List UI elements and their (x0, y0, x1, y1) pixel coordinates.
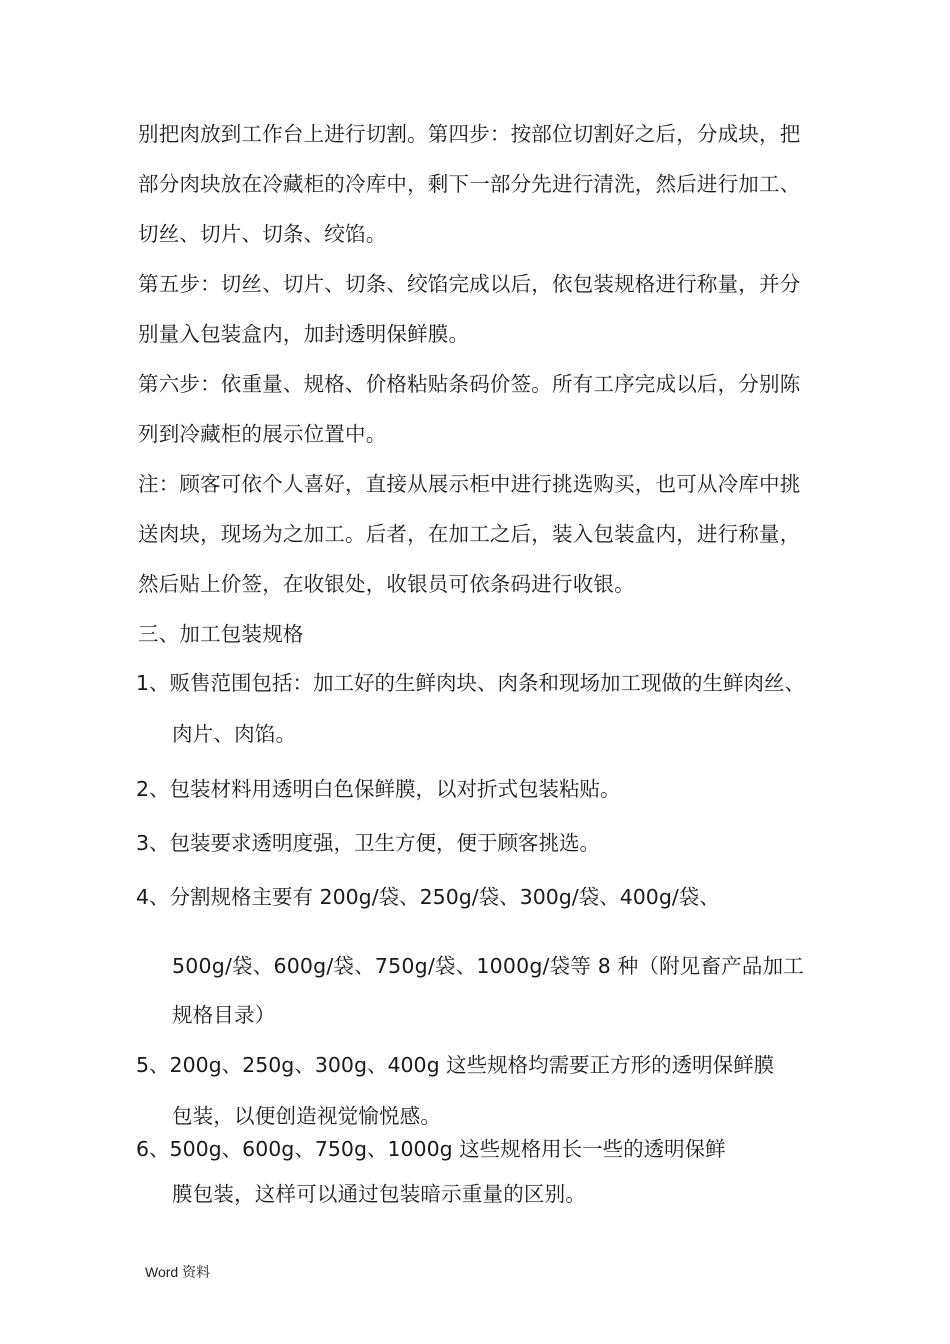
note-line: 然后贴上价签，在收银处，收银员可依条码进行收银。 (138, 572, 635, 596)
list-item-line: 500g/袋、600g/袋、750g/袋、1000g/袋等 8 种（附见畜产品加工 (172, 954, 805, 978)
page-footer: Word 资料 (145, 1264, 211, 1280)
list-item-line: 膜包装，这样可以通过包装暗示重量的区别。 (172, 1182, 586, 1206)
list-item-line: 3、包装要求透明度强，卫生方便，便于顾客挑选。 (136, 831, 601, 855)
list-item-line: 4、分割规格主要有 200g/袋、250g/袋、300g/袋、400g/袋、 (136, 885, 720, 909)
list-item-line: 6、500g、600g、750g、1000g 这些规格用长一些的透明保鲜 (136, 1137, 726, 1161)
paragraph-line: 别把肉放到工作台上进行切割。第四步：按部位切割好之后，分成块，把 (138, 122, 801, 146)
list-item-line: 5、200g、250g、300g、400g 这些规格均需要正方形的透明保鲜膜 (136, 1053, 775, 1077)
list-item-line: 肉片、肉馅。 (172, 722, 297, 746)
paragraph-line: 第五步：切丝、切片、切条、绞馅完成以后，依包装规格进行称量，并分 (138, 272, 801, 296)
list-item-line: 包装，以便创造视觉愉悦感。 (172, 1104, 442, 1128)
note-line: 送肉块，现场为之加工。后者，在加工之后，装入包装盒内，进行称量， (138, 522, 801, 546)
paragraph-line: 列到冷藏柜的展示位置中。 (138, 422, 387, 446)
paragraph-line: 部分肉块放在冷藏柜的冷库中，剩下一部分先进行清洗，然后进行加工、 (138, 172, 801, 196)
section-heading: 三、加工包装规格 (138, 622, 304, 646)
list-item-line: 2、包装材料用透明白色保鲜膜，以对折式包装粘贴。 (136, 777, 621, 801)
paragraph-line: 第六步：依重量、规格、价格粘贴条码价签。所有工序完成以后，分别陈 (138, 372, 801, 396)
list-item-line: 规格目录） (172, 1003, 276, 1027)
note-line: 注：顾客可依个人喜好，直接从展示柜中进行挑选购买，也可从冷库中挑 (138, 472, 801, 496)
list-item-line: 1、贩售范围包括：加工好的生鲜肉块、肉条和现场加工现做的生鲜肉丝、 (136, 671, 806, 695)
paragraph-line: 别量入包装盒内，加封透明保鲜膜。 (138, 322, 470, 346)
paragraph-line: 切丝、切片、切条、绞馅。 (138, 222, 387, 246)
